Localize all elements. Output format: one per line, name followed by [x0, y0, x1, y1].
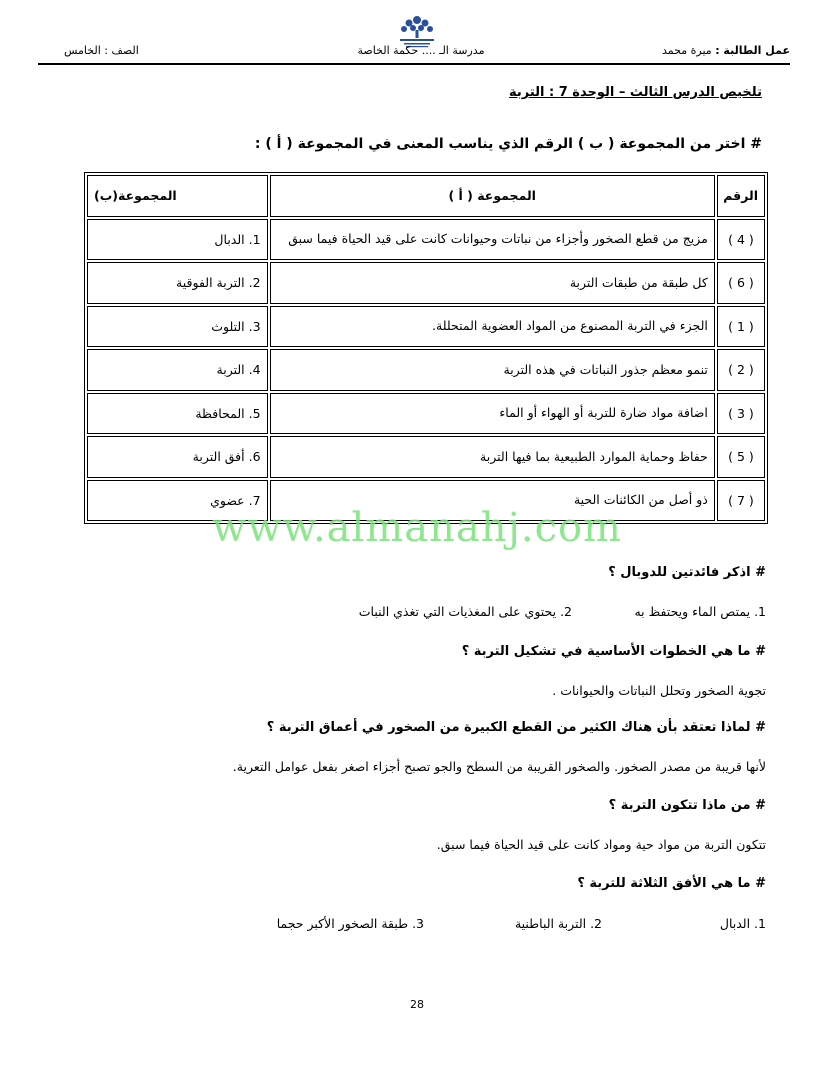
- table-header-row: [87, 175, 765, 217]
- table-row: [87, 436, 765, 478]
- answer-3: لأنها قريبة من مصدر الصخور. والصخور القريبة من السطح والجو تصبح أجزاء اصغر بفعل عوامل التعرية.: [232, 759, 766, 774]
- row-group-a: كل طبقة من طبقات التربة: [270, 262, 715, 304]
- table-row: [87, 262, 765, 304]
- watermark: www.almanahj.com: [211, 505, 622, 551]
- header-group-b: المجموعة(ب): [87, 175, 268, 217]
- student-info: [662, 44, 790, 57]
- row-num: ( 4 ): [717, 219, 765, 261]
- answer-1-2: 2. يحتوي على المغذيات التي تغذي النبات: [358, 604, 572, 619]
- page-number: 28: [410, 998, 424, 1011]
- row-num: ( 1 ): [717, 306, 765, 348]
- lesson-title: تلخيص الدرس الثالث – الوحدة 7 : التربة: [508, 85, 762, 100]
- row-group-a: تنمو معظم جذور النباتات في هذه التربة: [270, 349, 715, 391]
- row-group-b: 6. أفق التربة: [87, 436, 268, 478]
- answer-5-1: 1. الدبال: [719, 916, 766, 931]
- table-row: [87, 219, 765, 261]
- student-name: ميرة محمد: [662, 44, 712, 57]
- answer-2: تجوية الصخور وتحلل النباتات والحيوانات .: [552, 683, 766, 698]
- header-group-a: المجموعة ( أ ): [270, 175, 715, 217]
- answer-4: تتكون التربة من مواد حية ومواد كانت على قيد الحياة فيما سبق.: [436, 837, 766, 852]
- row-num: ( 2 ): [717, 349, 765, 391]
- header-num: الرقم: [717, 175, 765, 217]
- student-label: عمل الطالبة :: [715, 44, 790, 57]
- row-group-b: 1. الدبال: [87, 219, 268, 261]
- row-group-a: الجزء في التربة المصنوع من المواد العضوية المتحللة.: [270, 306, 715, 348]
- header-divider: [38, 63, 790, 65]
- answer-5-3: 3. طبقة الصخور الأكبر حجما: [276, 916, 424, 931]
- row-num: ( 6 ): [717, 262, 765, 304]
- row-group-a: ذو أصل من الكائنات الحية: [270, 480, 715, 522]
- answer-1-1: 1. يمتص الماء ويحتفظ به: [634, 604, 766, 619]
- row-group-b: 7. عضوي: [87, 480, 268, 522]
- table-row: [87, 349, 765, 391]
- row-group-a: مزيج من قطع الصخور وأجزاء من نباتات وحيوانات كانت على قيد الحياة فيما سبق: [270, 219, 715, 261]
- row-num: ( 3 ): [717, 393, 765, 435]
- row-num: ( 5 ): [717, 436, 765, 478]
- school-name: مدرسة الـ .... حكمة الخاصة: [357, 44, 485, 57]
- row-group-b: 3. التلوث: [87, 306, 268, 348]
- table-row: [87, 393, 765, 435]
- table-row: [87, 306, 765, 348]
- row-num: ( 7 ): [717, 480, 765, 522]
- matching-table: [84, 172, 768, 524]
- question-2: # ما هي الخطوات الأساسية في تشكيل التربة ؟: [461, 644, 766, 659]
- row-group-a: حفاظ وحماية الموارد الطبيعية بما فيها التربة: [270, 436, 715, 478]
- question-1: # اذكر فائدتين للدوبال ؟: [608, 565, 766, 580]
- answer-5-2: 2. التربة الباطنية: [514, 916, 602, 931]
- row-group-b: 2. التربة الفوقية: [87, 262, 268, 304]
- row-group-a: اضافة مواد ضارة للتربة أو الهواء أو الماء: [270, 393, 715, 435]
- question-5: # ما هي الأفق الثلاثة للتربة ؟: [577, 876, 766, 891]
- question-3: # لماذا تعتقد بأن هناك الكثير من القطع الكبيرة من الصخور في أعماق التربة ؟: [266, 720, 766, 735]
- row-group-b: 4. التربة: [87, 349, 268, 391]
- matching-instruction: # اختر من المجموعة ( ب ) الرقم الذي يناسب المعنى في المجموعة ( أ ) :: [254, 136, 762, 152]
- row-group-b: 5. المحافظة: [87, 393, 268, 435]
- grade-label: الصف : الخامس: [64, 44, 139, 57]
- question-4: # من ماذا تتكون التربة ؟: [608, 798, 766, 813]
